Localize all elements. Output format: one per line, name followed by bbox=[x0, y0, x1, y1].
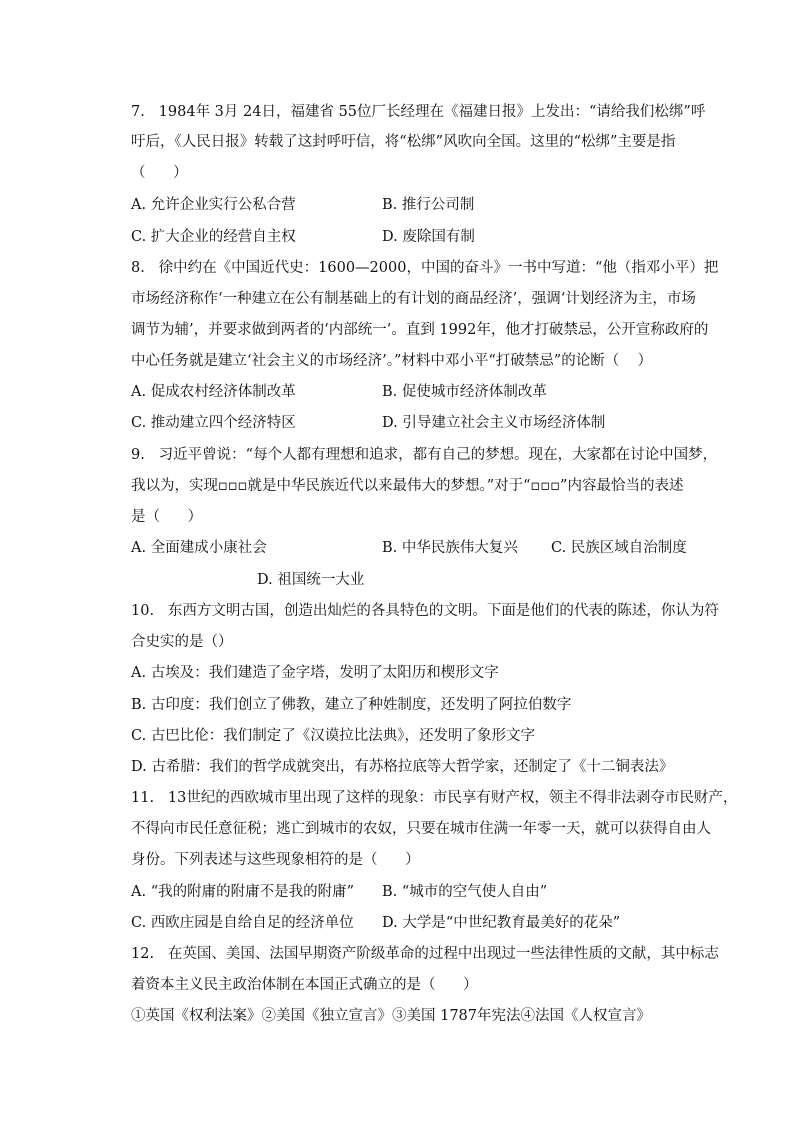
question-7-option-d: D. 废除国有制 bbox=[382, 229, 475, 245]
question-10-option-a: A. 古埃及：我们建造了金字塔，发明了太阳历和楔形文字 bbox=[131, 665, 499, 681]
question-11-option-b: B. “城市的空气使人自由” bbox=[382, 884, 548, 900]
question-9-option-d: D. 祖国统一大业 bbox=[257, 572, 365, 588]
question-9-stem-line-2: 我以为，实现▫▫▫就是中华民族近代以来最伟大的梦想。”对于“▫▫▫”内容最恰当的表述 bbox=[131, 478, 684, 494]
question-7-option-a: A. 允许企业实行公私合营 bbox=[131, 197, 296, 213]
question-11-stem-line-2: 不得向市民任意征税；逃亡到城市的农奴，只要在城市住满一年零一天，就可以获得自由人 bbox=[131, 821, 711, 837]
question-10-option-b: B. 古印度：我们创立了佛教，建立了种姓制度，还发明了阿拉伯数字 bbox=[131, 697, 572, 713]
question-12-stem-line-1: 12. 在英国、美国、法国早期资产阶级革命的过程中出现过一些法律性质的文献，其中标志 bbox=[131, 946, 719, 962]
question-10-stem-line-2: 合史实的是（） bbox=[131, 634, 233, 650]
question-9-answer-blank: 是（ ） bbox=[131, 509, 203, 525]
question-10-option-d: D. 古希腊：我们的哲学成就突出，有苏格拉底等大哲学家，还制定了《十二铜表法》 bbox=[131, 759, 674, 775]
question-7-option-c: C. 扩大企业的经营自主权 bbox=[131, 229, 296, 245]
question-8-option-d: D. 引导建立社会主义市场经济体制 bbox=[382, 415, 606, 431]
question-8-option-c: C. 推动建立四个经济特区 bbox=[131, 415, 296, 431]
question-8-stem-line-1: 8. 徐中约在《中国近代史：1600—2000，中国的奋斗》一书中写道：“他（指邓小平）把 bbox=[131, 260, 719, 276]
question-7-answer-blank: （ ） bbox=[131, 165, 188, 181]
question-7-stem-line-2: 吁后，《人民日报》转载了这封呼吁信，将“松绑”风吹向全国。这里的“松绑”主要是指 bbox=[131, 134, 676, 150]
question-11-stem-line-1: 11. 13世纪的西欧城市里出现了这样的现象：市民享有财产权，领主不得非法剥夺市民财产， bbox=[131, 790, 738, 806]
question-11-option-a: A. “我的附庸的附庸不是我的附庸” bbox=[131, 884, 355, 900]
question-12-stem-line-2: 着资本主义民主政治体制在本国正式确立的是（ ） bbox=[131, 977, 478, 993]
question-12-choices-line: ①英国《权利法案》②美国《独立宣言》③美国 1787年宪法④法国《人权宣言》 bbox=[131, 1008, 652, 1024]
question-9-stem-line-1: 9. 习近平曾说：“每个人都有理想和追求，都有自己的梦想。现在，大家都在讨论中国梦， bbox=[131, 447, 718, 463]
question-9-option-b: B. 中华民族伟大复兴 bbox=[382, 540, 518, 556]
question-10-stem-line-1: 10. 东西方文明古国，创造出灿烂的各具特色的文明。下面是他们的代表的陈述，你认为符 bbox=[131, 603, 719, 619]
question-8-stem-line-3: 调节为辅’，并要求做到两者的‘内部统一’。直到 1992年，他才打破禁忌，公开宣称政府的 bbox=[131, 322, 709, 338]
question-9-option-a: A. 全面建成小康社会 bbox=[131, 540, 267, 556]
question-11-option-c: C. 西欧庄园是自给自足的经济单位 bbox=[131, 915, 354, 931]
question-8-option-b: B. 促使城市经济体制改革 bbox=[382, 384, 547, 400]
question-7-option-b: B. 推行公司制 bbox=[382, 197, 475, 213]
question-7-stem-line-1: 7. 1984年 3月 24日，福建省 55位厂长经理在《福建日报》上发出：“请给我们松绑”呼 bbox=[131, 104, 706, 120]
question-8-option-a: A. 促成农村经济体制改革 bbox=[131, 384, 296, 400]
question-11-option-d: D. 大学是“中世纪教育最美好的花朵” bbox=[382, 915, 621, 931]
question-9-option-c: C. 民族区域自治制度 bbox=[551, 540, 687, 556]
question-10-option-c: C. 古巴比伦：我们制定了《汉谟拉比法典》，还发明了象形文字 bbox=[131, 728, 536, 744]
question-8-stem-line-2: 市场经济称作‘一种建立在公有制基础上的有计划的商品经济’，强调‘计划经济为主，市场 bbox=[131, 291, 696, 307]
question-8-stem-line-4: 中心任务就是建立‘社会主义的市场经济’。”材料中邓小平“打破禁忌”的论断（ ） bbox=[131, 353, 653, 369]
question-11-stem-line-3: 身份。下列表述与这些现象相符的是（ ） bbox=[131, 852, 420, 868]
